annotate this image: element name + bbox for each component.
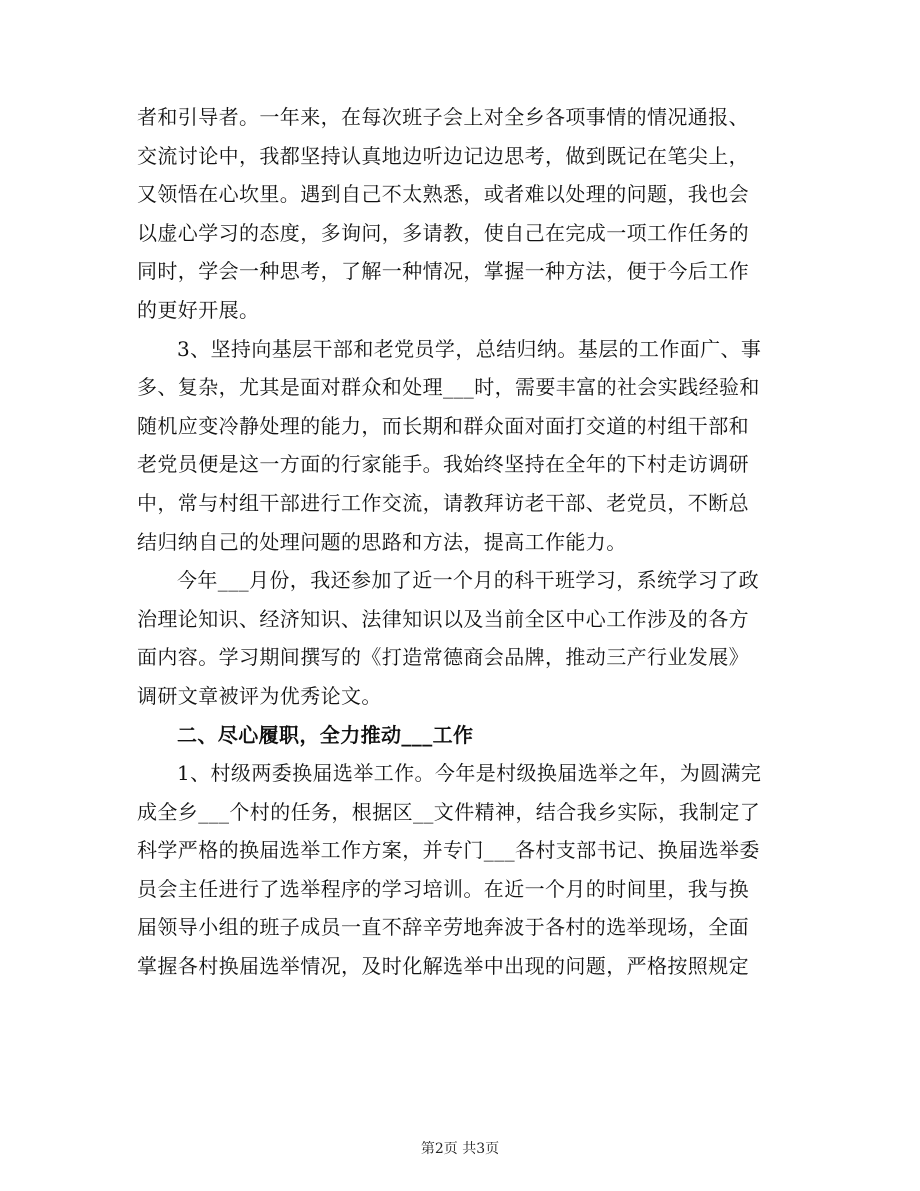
section-heading-text: 二、尽心履职，全力推动___工作 xyxy=(177,722,474,747)
paragraph-3 xyxy=(137,561,777,715)
text-line: 中，常与村组干部进行工作交流，请教拜访老干部、老党员，不断总 xyxy=(137,490,749,515)
text-line: 者和引导者。一年来，在每次班子会上对全乡各项事情的情况通报、 xyxy=(137,105,749,129)
text-line: 交流讨论中，我都坚持认真地边听边记边思考，做到既记在笔尖上， xyxy=(137,143,749,168)
paragraph-2 xyxy=(137,330,777,562)
paragraph-1 xyxy=(137,98,777,330)
text-line: 的更好开展。 xyxy=(137,297,260,322)
text-line: 3、坚持向基层干部和老党员学，总结归纳。基层的工作面广、事 xyxy=(177,336,762,361)
page-footer xyxy=(0,1138,920,1158)
document-body xyxy=(137,98,777,986)
text-line: 治理论知识、经济知识、法律知识以及当前全区中心工作涉及的各方 xyxy=(137,606,749,631)
text-line: 老党员便是这一方面的行家能手。我始终坚持在全年的下村走访调研 xyxy=(137,452,749,477)
page-number-label: 第2页 共3页 xyxy=(420,1141,500,1157)
text-line: 面内容。学习期间撰写的《打造常德商会品牌，推动三产行业发展》 xyxy=(137,645,749,670)
text-line: 掌握各村换届选举情况，及时化解选举中出现的问题，严格按照规定 xyxy=(137,954,749,979)
text-line: 届领导小组的班子成员一直不辞辛劳地奔波于各村的选举现场，全面 xyxy=(137,915,749,940)
text-line: 以虚心学习的态度，多询问，多请教，使自己在完成一项工作任务的 xyxy=(137,220,749,245)
text-line: 1、村级两委换届选举工作。今年是村级换届选举之年，为圆满完 xyxy=(177,761,762,786)
text-line: 多、复杂，尤其是面对群众和处理___时，需要丰富的社会实践经验和 xyxy=(137,375,760,400)
text-line: 同时，学会一种思考，了解一种情况，掌握一种方法，便于今后工作 xyxy=(137,259,749,284)
text-line: 又领悟在心坎里。遇到自己不太熟悉，或者难以处理的问题，我也会 xyxy=(137,182,749,207)
text-line: 今年___月份，我还参加了近一个月的科干班学习，系统学习了政 xyxy=(177,568,759,593)
text-line: 调研文章被评为优秀论文。 xyxy=(137,683,382,708)
text-line: 结归纳自己的处理问题的思路和方法，提高工作能力。 xyxy=(137,529,627,554)
text-line: 成全乡___个村的任务，根据区__文件精神，结合我乡实际，我制定了 xyxy=(137,799,761,824)
paragraph-4 xyxy=(137,754,777,986)
text-line: 员会主任进行了选举程序的学习培训。在近一个月的时间里，我与换 xyxy=(137,876,749,901)
text-line: 随机应变冷静处理的能力，而长期和群众面对面打交道的村组干部和 xyxy=(137,413,749,438)
section-heading xyxy=(137,716,777,755)
text-line: 科学严格的换届选举工作方案，并专门___各村支部书记、换届选举委 xyxy=(137,838,760,863)
